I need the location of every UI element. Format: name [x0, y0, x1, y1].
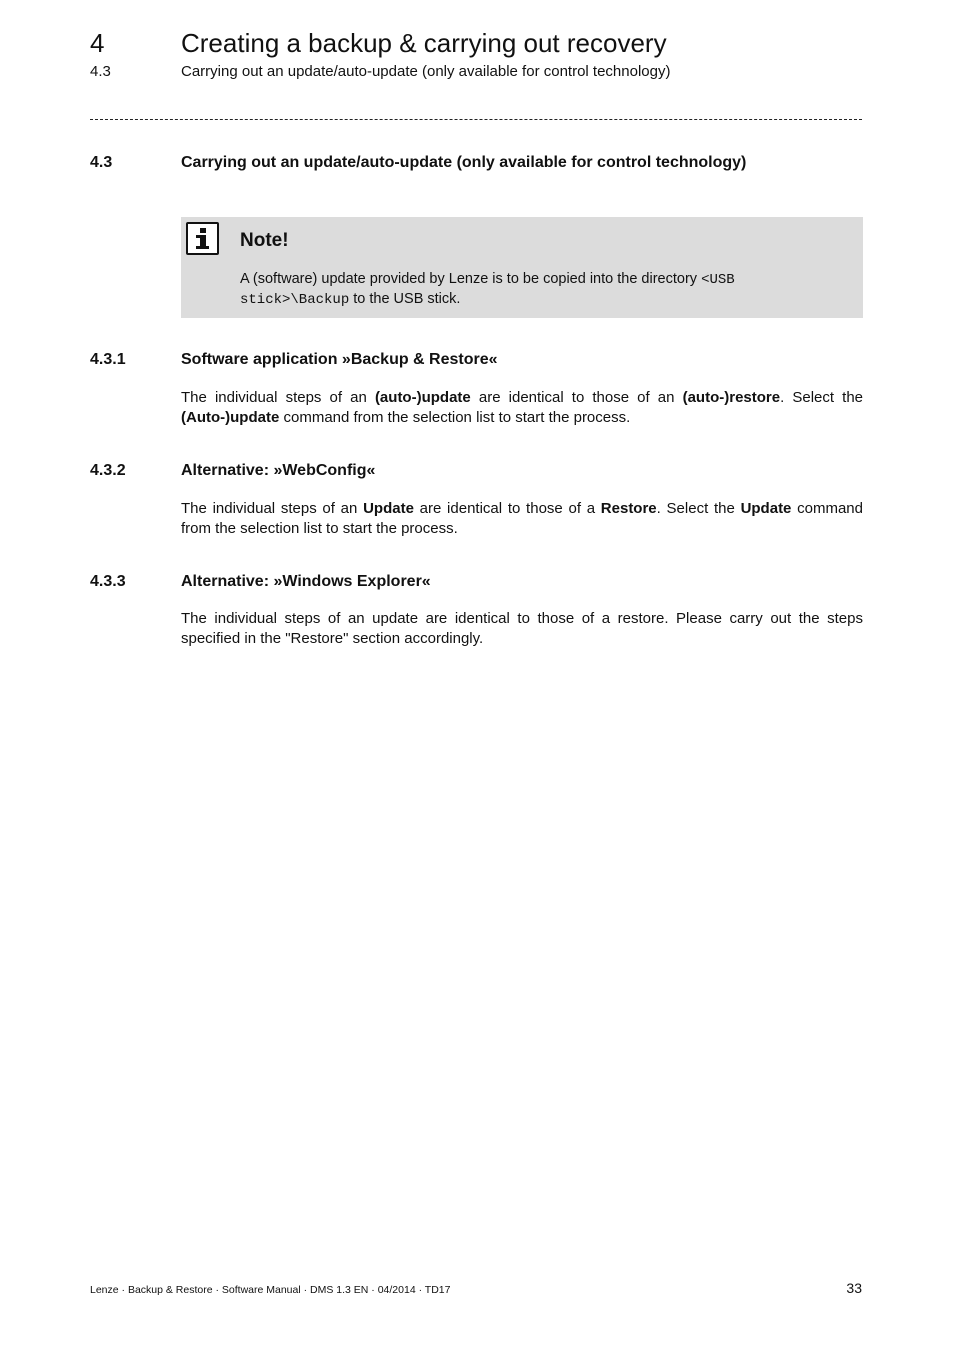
info-icon [186, 222, 219, 255]
text-run: The individual steps of an [181, 500, 364, 517]
note-text-before: A (software) update provided by Lenze is to be copied into the directory [240, 271, 702, 287]
note-directory-path: <USB stick>\Backup [240, 272, 735, 308]
text-run: are identical to those of an [470, 389, 683, 406]
note-text [240, 270, 820, 310]
text-run: . Select the [780, 389, 863, 406]
subsection-title-433: Alternative: »Windows Explorer« [181, 573, 431, 590]
bold-term: (Auto-)update [181, 409, 280, 426]
text-run: command from the selection list to start the process. [181, 500, 863, 537]
header-divider [90, 119, 862, 120]
chapter-number: 4 [90, 28, 105, 58]
paragraph-433: The individual steps of an update are identical to those of a restore. Please carry out the steps specified in the "Restore" section accordingly. [181, 610, 863, 647]
text-run: are identical to those of a [413, 500, 601, 517]
subsection-number-432: 4.3.2 [90, 462, 126, 479]
page-number: 33 [846, 1280, 862, 1296]
text-run: The individual steps of an [181, 389, 375, 406]
bold-term: (auto-)restore [682, 389, 781, 406]
subsection-number-433: 4.3.3 [90, 573, 126, 590]
footer-document-info: Lenze · Backup & Restore · Software Manual · DMS 1.3 EN · 04/2014 · TD17 [90, 1284, 451, 1296]
note-title: Note! [240, 230, 289, 251]
note-text-after: to the USB stick. [349, 291, 461, 307]
bold-term: (auto-)update [374, 389, 471, 406]
text-run: . Select the [656, 500, 741, 517]
bold-term: Update [363, 500, 414, 517]
section-title: Carrying out an update/auto-update (only available for control technology) [181, 154, 747, 171]
running-section-number: 4.3 [90, 63, 111, 80]
subsection-title-431: Software application »Backup & Restore« [181, 351, 498, 368]
paragraph-432 [181, 499, 863, 539]
bold-term: Update [740, 500, 792, 517]
paragraph-431 [181, 388, 863, 428]
text-run: command from the selection list to start the process. [279, 409, 631, 426]
bold-term: Restore [600, 500, 657, 517]
running-section-title: Carrying out an update/auto-update (only available for control technology) [181, 63, 671, 80]
subsection-number-431: 4.3.1 [90, 351, 126, 368]
subsection-title-432: Alternative: »WebConfig« [181, 462, 376, 479]
section-number: 4.3 [90, 154, 113, 171]
chapter-title: Creating a backup & carrying out recovery [181, 28, 667, 58]
